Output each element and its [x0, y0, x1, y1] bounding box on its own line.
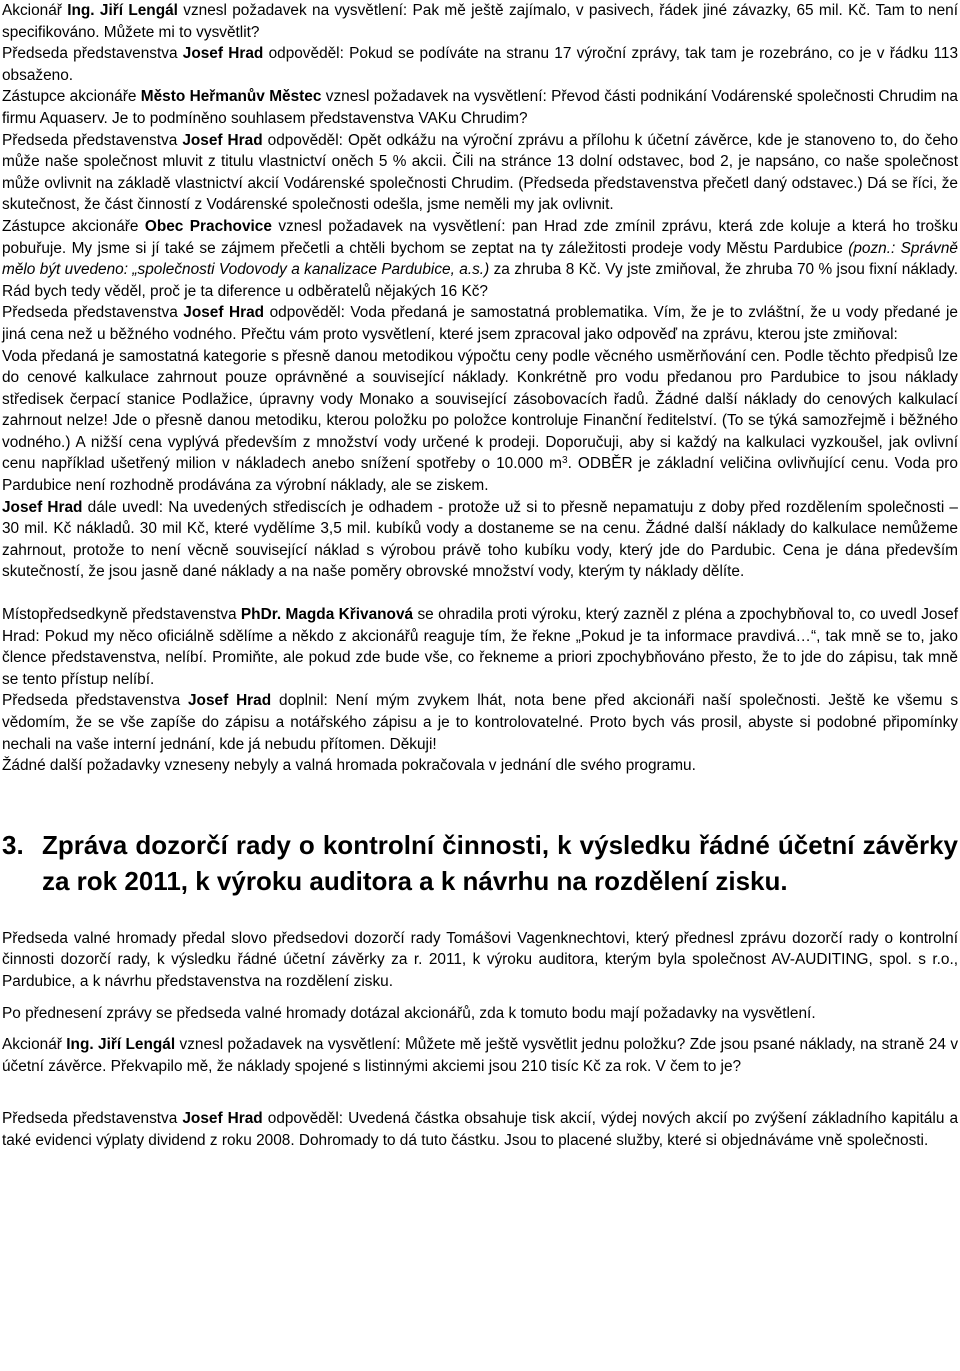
spacer: [2, 798, 958, 827]
spacer: [2, 583, 958, 604]
text-run: Předseda představenstva: [2, 1110, 183, 1128]
paragraph-hrad-answer-shares-cost: [2, 1108, 958, 1151]
text-run: Předseda představenstva: [2, 45, 183, 63]
text-run: vznesl požadavek na vysvětlení: Převod části podnikání Vodárenské společnosti Chrudim na firmu Aquaserv. Je to podmíněno souhlasem představenstva VAKu Chrudim?: [2, 88, 958, 127]
paragraph-supervisory-report: [2, 928, 958, 993]
text-run: se ohradila proti výroku, který zazněl z pléna a zpochybňoval to, co uvedl Josef Hrad: Pokud my něco oficiálně sdělíme a někdo z akcionářů reaguje tím, že řekne „Pokud je ta informace pravdivá…“, tak mně se to, jako člence představenstva, nelíbí. Promiňte, ale pokud zde bude vše, co řekneme a priori zpochybňováno přesto, že to jde do zápisu, tak mně se tento přístup nelíbí.: [2, 606, 958, 688]
bold-name-run: Josef Hrad: [182, 131, 263, 149]
text-run: Zástupce akcionáře: [2, 88, 141, 106]
paragraph-hrad-answer-shares: [2, 130, 958, 216]
text-run: Místopředsedkyně představenstva: [2, 606, 241, 624]
text-run: za zhruba 8 Kč. Vy jste zmiňoval, že zhruba 70 % jsou fixní náklady. Rád bych tedy věděl, proč je ta diference u odběratelů nějakých 16 Kč?: [2, 261, 958, 300]
text-run: Předseda valné hromady předal slovo předsedovi dozorčí rady Tomášovi Vagenknechtovi, který přednesl zprávu dozorčí rady o kontrolní činnosti dozorčí rady, k výsledku řádné účetní závěrky za r. 2011, k výroku auditora, kterým byla společnost AV-AUDITING, spol. s r.o., Pardubice, a k návrhu představenstva na rozdělení zisku.: [2, 929, 958, 990]
bold-name-run: Ing. Jiří Lengál: [67, 2, 178, 19]
text-run: Žádné další požadavky vzneseny nebyly a valná hromada pokračovala v jednání dle svého programu.: [2, 757, 696, 775]
bold-name-run: Josef Hrad: [183, 304, 265, 322]
text-run: doplnil: Není mým zvykem lhát, nota bene před akcionáři naší společnosti. Ještě ke všemu s vědomím, že se vše zapíše do zápisu a notářského zápisu a je to kontrolovatelné. Proto bych vás prosil, abyste si podobné připomínky nechali na vaše interní jednání, kde já nebudu přítomen. Děkuji!: [2, 692, 959, 753]
paragraph-lengal-question-2: [2, 1034, 958, 1077]
text-run: Předseda představenstva: [2, 304, 184, 322]
paragraph-krivanova-objection: [2, 604, 958, 690]
section-heading: [2, 827, 958, 899]
text-run: Voda předaná je samostatná kategorie s přesně danou metodikou výpočtu ceny podle věcného usměrňování cen. Podle těchto předpisů lze do cenové kalkulace zahrnout pouze oprávněné a související náklady. Konkrétně pro vodu předanou pro Pardubice to jsou náklady středisek čerpací stanice Podlažice, úpravny vody Monako a související zásobovacích řadů. Žádné další náklady do cenových kalkulací zahrnout nelze! Jde o přesně danou metodiku, kterou položku po položce kontroluje Finanční ředitelství. (To se týká samozřejmě i běžného vodného.) A nižší cena vyplývá především z množství vody určené k prodeji. Doporučuji, aby si každý na kalkulaci vyzkoušel, jak ovlivní cenu například ušetřený milion v nákladech anebo snížení spotřeby o 10.000 m: [2, 347, 958, 473]
text-run: odpověděl: Voda předaná je samostatná problematika. Vím, že je to zvláštní, že u vody předané je jiná cena než u běžného vodného. Přečtu vám proto vysvětlení, které jsem zpracoval jako odpověď na zprávu, kterou jste zmiňoval:: [2, 304, 958, 343]
bold-name-run: Josef Hrad: [188, 692, 272, 710]
spacer: [2, 1098, 958, 1108]
text-run: dále uvedl: Na uvedených střediscích je odhadem - protože už si to přesně nepamatuju z doby před rozdělením společnosti – 30 mil. Kč nákladů. 30 mil Kč, které vydělíme 3,5 mil. kubíků vody a dostaneme se na cenu. Žádné další náklady do kalkulace nemůžeme zahrnout, protože to není věcně související náklad s výrobou právě toho kubíku vody, který jde do Pardubic. Cena je dána především skutečností, že jsou jasně dané náklady a na naše poměry obrovské množství vody, kterým ty náklady dělíte.: [2, 498, 958, 581]
paragraph-hrad-costs: [2, 497, 958, 583]
spacer: [2, 993, 958, 1003]
paragraph-water-explanation: [2, 346, 958, 497]
text-run: Po přednesení zprávy se předseda valné hromady dotázal akcionářů, zda k tomuto bodu mají požadavky na vysvětlení.: [2, 1004, 816, 1022]
paragraph-prachovice-question: [2, 216, 958, 302]
text-run: vznesl požadavek na vysvětlení: pan Hrad zde zmínil zprávu, která zde koluje a která ho trošku pobuřuje. My jsme si jí také se zájmem přečetli a chtěli bychom se zeptat na ty záležitosti prodeje vody Městu Pardubice: [2, 217, 959, 257]
spacer: [2, 1077, 958, 1098]
bold-name-run: Josef Hrad: [2, 498, 83, 516]
superscript-run: 3: [562, 455, 568, 467]
spacer: [2, 777, 958, 798]
text-run: odpověděl: Pokud se podíváte na stranu 17 výroční zprávy, tak tam je rozebráno, co je v řádku 113 obsaženo.: [2, 45, 958, 84]
bold-name-run: Obec Prachovice: [144, 217, 272, 235]
document-page: [2, 0, 958, 1152]
text-run: Zástupce akcionáře: [2, 217, 145, 235]
text-run: vznesl požadavek na vysvětlení: Můžete mě ještě vysvětlit jednu položku? Zde jsou psané náklady, na straně 24 v účetní závěrce. Překvapilo mě, že náklady spojené s listinnými akciemi jsou 210 tisíc Kč za rok. V čem to je?: [2, 1036, 959, 1075]
paragraph-hrad-addition: [2, 690, 958, 755]
section-title: Zpráva dozorčí rady o kontrolní činnosti, k výsledku řádné účetní závěrky za rok 2011, k výroku auditora a k návrhu na rozdělení zisku.: [42, 829, 958, 896]
section-number: 3.: [2, 829, 24, 860]
spacer: [2, 899, 958, 928]
paragraph-chair-asks: [2, 1003, 958, 1025]
text-run: Předseda představenstva: [2, 692, 188, 710]
paragraph-lengal-question: [2, 0, 958, 43]
italic-note-run: (pozn.: Správně mělo být uvedeno: „společnosti Vodovody a kanalizace Pardubice, a.s.): [2, 239, 958, 279]
text-run: Akcionář: [2, 2, 68, 19]
text-run: odpověděl: Opět odkážu na výroční zprávu a přílohu k účetní závěrce, kde je stanoveno to, do čeho může naše společnost mluvit z titulu vlastnictví oněch 5 % akcii. Čili na stránce 13 dolní odstavec, bod 2, je napsáno, co naše společnost může ovlivnit na základě vlastnictví akcií Vodárenské společnosti Chrudim. (Předseda představenstva přečetl daný odstavec.) Dá se říci, že skutečnost, že část činností z Vodárenské společnosti odešla, jsme neměli my jak ovlivnit.: [2, 131, 959, 214]
text-run: . ODBĚR je základní veličina ovlivňující cenu. Voda pro Pardubice není rozhodně prodávána za výrobní náklady, ale se ziskem.: [2, 455, 958, 495]
paragraph-hrad-answer-water: [2, 302, 958, 345]
text-run: Akcionář: [2, 1036, 67, 1054]
bold-name-run: Josef Hrad: [182, 1110, 263, 1128]
text-run: odpověděl: Uvedená částka obsahuje tisk akcií, výdej nových akcií po zvýšení základního kapitálu a také evidenci výplaty dividend z roku 2008. Dohromady to dá tuto částku. Jsou to placené služby, které si objednáváme vně společnosti.: [2, 1110, 959, 1149]
bold-name-run: Ing. Jiří Lengál: [66, 1036, 176, 1054]
bold-name-run: Město Heřmanův Městec: [140, 88, 322, 106]
paragraph-hrad-answer-113: [2, 43, 958, 86]
paragraph-no-more-requests: [2, 755, 958, 777]
paragraph-hermanuv-mestec-question: [2, 86, 958, 129]
text-run: Předseda představenstva: [2, 131, 183, 149]
bold-name-run: Josef Hrad: [182, 45, 264, 63]
bold-name-run: PhDr. Magda Křivanová: [240, 606, 414, 624]
text-run: vznesl požadavek na vysvětlení: Pak mě ještě zajímalo, v pasivech, řádek jiné závazky, 65 mil. Kč. Tam to není specifikováno. Můžete mi to vysvětlit?: [2, 2, 958, 41]
spacer: [2, 1024, 958, 1034]
